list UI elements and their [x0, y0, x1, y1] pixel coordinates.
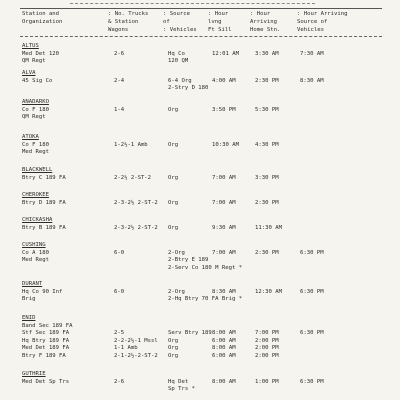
cell-trucks: 1-2½-1 Amb: [114, 141, 148, 148]
cell-lv: 10:30 AM: [212, 141, 239, 148]
cell-lv: 7:00 AM: [212, 174, 236, 181]
cell-arr: 2:00 PM: [255, 352, 279, 359]
station-name: CHICKASHA: [22, 217, 53, 223]
header-hour-leaving: : Hour lvng Ft Sill: [208, 11, 232, 33]
cell-org: Med Det 120: [22, 50, 60, 57]
cell-source: Org: [168, 106, 179, 113]
cell-source: 2-Serv Co 180 M Regt *: [168, 264, 243, 271]
cell-trucks: 2-1-2½-2-ST-2: [114, 352, 158, 359]
cell-source: 2-Org: [168, 288, 185, 295]
cell-trucks: 2-2½ 2-ST-2: [114, 174, 152, 181]
cell-arr: 3:30 AM: [255, 50, 279, 57]
cell-lv: 4:00 AM: [212, 77, 236, 84]
cell-org: 45 Sig Co: [22, 77, 53, 84]
cell-lv: 6:00 AM: [212, 352, 236, 359]
cell-source: 2-Hq Btry 70 FA Brig *: [168, 296, 243, 302]
cell-org: Co A 180: [22, 249, 49, 256]
cell-trucks: 6-0: [114, 288, 125, 295]
cell-source: Hq Co: [168, 50, 185, 57]
cell-org: Btry D 189 FA: [22, 199, 66, 206]
cell-org: QM Regt: [22, 58, 46, 64]
cell-arr: 4:30 PM: [255, 141, 279, 148]
cell-lv: 7:00 AM: [212, 249, 236, 256]
cell-source: Org: [168, 199, 179, 206]
cell-arr: 2:30 PM: [255, 249, 279, 256]
cell-source: Hq Det: [168, 378, 189, 385]
cell-org: Hq Btry 189 FA: [22, 337, 70, 344]
cell-src-arr: 6:30 PM: [300, 288, 324, 295]
cell-org: Btry C 189 FA: [22, 174, 66, 181]
cell-source: Org: [168, 345, 179, 351]
cell-source: 2-Stry D 180: [168, 85, 209, 91]
cell-src-arr: 6:30 PM: [300, 378, 324, 385]
cell-lv: 3:50 PM: [212, 106, 236, 113]
cell-lv: 8:00 AM: [212, 330, 236, 336]
cell-arr: 2:00 PM: [255, 345, 279, 351]
cell-trucks: 2-2-2½-1 Mssl: [114, 337, 158, 344]
cell-source: 120 QM: [168, 58, 189, 64]
header-top-rule: [20, 8, 382, 9]
cell-trucks: 2-5: [114, 330, 125, 336]
cell-trucks: 2-6: [114, 378, 125, 385]
cell-arr: 12:30 AM: [255, 288, 282, 295]
cell-source: Org: [168, 174, 179, 181]
station-name: ATOKA: [22, 134, 39, 140]
station-name: ALVA: [22, 70, 36, 76]
cell-org: Med Det 189 FA: [22, 345, 70, 351]
station-name: CUSHING: [22, 242, 46, 248]
cell-lv: 8:00 AM: [212, 345, 236, 351]
header-trucks: : No. Trucks & Station Wagons: [108, 11, 149, 33]
cell-source: Org: [168, 352, 179, 359]
cell-arr: 1:00 PM: [255, 378, 279, 385]
cell-org: Co F 180: [22, 141, 49, 148]
cell-lv: 6:00 AM: [212, 337, 236, 344]
station-name: BLACKWELL: [22, 167, 53, 173]
cell-arr: 11:30 AM: [255, 224, 282, 231]
station-name: ALTUS: [22, 43, 39, 49]
header-source: : Source of : Vehicles: [163, 11, 197, 33]
cell-arr: 2:00 PM: [255, 337, 279, 344]
cell-arr: 7:00 PM: [255, 330, 279, 336]
station-name: CHEROKEE: [22, 192, 49, 198]
cell-org: Band Sec 189 FA: [22, 322, 73, 329]
station-name: DURANT: [22, 281, 43, 287]
header-hour-arriving-source: : Hour Arriving Source of Vehicles: [297, 11, 348, 33]
header-bottom-rule: [20, 36, 382, 37]
station-name: GUTHRIE: [22, 371, 46, 377]
cell-trucks: 6-0: [114, 249, 125, 256]
cell-source: Sp Trs *: [168, 386, 195, 392]
cell-src-arr: 8:30 AM: [300, 77, 324, 84]
cell-org: Btry B 189 FA: [22, 224, 66, 231]
cell-source: 2-Btry E 189: [168, 257, 209, 263]
cell-org: Co F 180: [22, 106, 49, 113]
cell-source: Org: [168, 224, 179, 231]
cell-org: Brig: [22, 296, 36, 302]
cell-trucks: 2-4: [114, 77, 125, 84]
cell-arr: 2:30 PM: [255, 199, 279, 206]
header-hour-arriving: : Hour Arriving Home Stn.: [250, 11, 281, 33]
cell-org: Med Det Sp Trs: [22, 378, 70, 385]
top-dashed-line: [70, 3, 315, 4]
cell-src-arr: 6:30 PM: [300, 249, 324, 256]
cell-source: Org: [168, 337, 179, 344]
cell-lv: 8:00 AM: [212, 378, 236, 385]
cell-org: Hq Co 90 Inf: [22, 288, 63, 295]
cell-src-arr: 7:30 AM: [300, 50, 324, 57]
cell-source: 6-4 Org: [168, 77, 192, 84]
cell-trucks: 2-3-2½ 2-ST-2: [114, 199, 158, 206]
cell-source: 2-Org: [168, 249, 185, 256]
cell-lv: 8:30 AM: [212, 288, 236, 295]
cell-org: Stf Sec 189 FA: [22, 330, 70, 336]
cell-lv: 12:01 AM: [212, 50, 239, 57]
station-name: ANADARKO: [22, 99, 49, 105]
cell-src-arr: 6:30 PM: [300, 330, 324, 336]
cell-trucks: 1-4: [114, 106, 125, 113]
cell-arr: 2:30 PM: [255, 77, 279, 84]
cell-lv: 7:00 AM: [212, 199, 236, 206]
station-name: ENID: [22, 315, 36, 321]
cell-trucks: 1-1 Amb: [114, 345, 138, 351]
cell-trucks: 2-6: [114, 50, 125, 57]
cell-org: Med Regt: [22, 149, 49, 155]
cell-arr: 5:30 PM: [255, 106, 279, 113]
cell-arr: 3:30 PM: [255, 174, 279, 181]
cell-org: Med Regt: [22, 257, 49, 263]
cell-org: QM Regt: [22, 114, 46, 120]
cell-source: Serv Btry 189: [168, 330, 212, 336]
cell-lv: 9:30 AM: [212, 224, 236, 231]
cell-source: Org: [168, 141, 179, 148]
cell-trucks: 2-3-2½ 2-ST-2: [114, 224, 158, 231]
cell-org: Btry F 189 FA: [22, 352, 66, 359]
header-station: Station and Organization: [22, 11, 63, 25]
